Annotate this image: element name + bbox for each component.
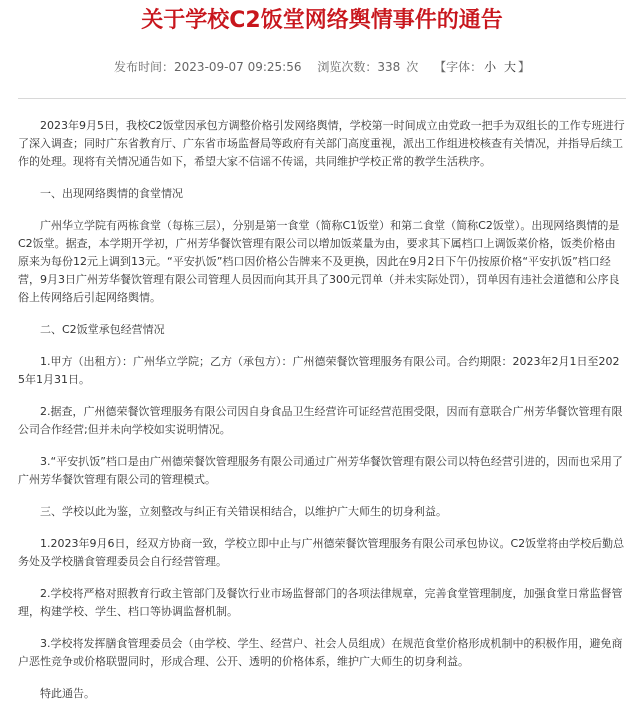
font-size-control (434, 60, 530, 74)
article-container (0, 4, 640, 703)
header-divider (18, 98, 626, 99)
article-meta (18, 58, 626, 76)
page-title: 关于学校C2饭堂网络舆情事件的通告 (141, 8, 503, 33)
views-label: 浏览次数： (317, 60, 378, 74)
section-heading-1: 一、出现网络舆情的食堂情况 (40, 187, 183, 200)
views-unit: 次 (406, 60, 419, 74)
paragraph-intro: 2023年9月5日，我校C2饭堂因承包方调整价格引发网络舆情，学校第一时间成立由党政一把手为双组长的工作专班进行了深入调查；同时广东省教育厅、广东省市场监督局等政府有关部门高度重视，派出工作组进校核查有关情况，并指导后续工作的处理。现将有关情况通告如下，希望大家不信谣不传谣，共同维护学校正常的教学生活秩序。 (18, 119, 625, 168)
views-info (317, 60, 418, 74)
font-small-button[interactable]: 小 (484, 60, 497, 74)
paragraph: 2.据查，广州德荣餐饮管理服务有限公司因自身食品卫生经营许可证经营范围受限，因而有意联合广州芳华餐饮管理有限公司合作经营;但并未向学校如实说明情况。 (18, 405, 623, 436)
font-bracket-close: 】 (517, 60, 530, 74)
section-heading-2: 二、C2饭堂承包经营情况 (40, 323, 165, 336)
paragraph: 2.学校将严格对照教育行政主管部门及餐饮行业市场监督部门的各项法律规章，完善食堂管理制度，加强食堂日常监督管理，构建学校、学生、档口等协调监督机制。 (18, 587, 623, 618)
views-count: 338 (377, 60, 401, 74)
paragraph: 广州华立学院有两栋食堂（每栋三层），分别是第一食堂（简称C1饭堂）和第二食堂（简称C2饭堂）。出现网络舆情的是C2饭堂。据查，本学期开学初，广州芳华餐饮管理有限公司以增加饭菜量为由，要求其下属档口上调饭菜价格，饭类价格由原来为每份12元上调到13元。“平安扒饭”档口因价格公告牌来不及更换，因此在9月2日下午仍按原价格“平安扒饭”档口经营，9月3日广州芳华餐饮管理有限公司管理人员因而向其开具了300元罚单（并未实际处罚），罚单因有违社会道德和公序良俗上传网络后引起网络舆情。 (18, 219, 620, 304)
closing-text: 特此通告。 (40, 687, 95, 700)
paragraph: 3.“平安扒饭”档口是由广州德荣餐饮管理服务有限公司通过广州芳华餐饮管理有限公司以特色经营引进的，因而也采用了广州芳华餐饮管理有限公司的管理模式。 (18, 455, 623, 486)
font-bracket-open: 【字体： (434, 60, 483, 74)
publish-time: 2023-09-07 09:25:56 (174, 60, 302, 74)
paragraph: 3.学校将发挥膳食管理委员会（由学校、学生、经营户、社会人员组成）在规范食堂价格形成机制中的积极作用，避免商户恶性竞争或价格联盟同时，形成合理、公开、透明的价格体系，维护广大师生的切身利益。 (18, 637, 623, 668)
paragraph: 1.2023年9月6日，经双方协商一致，学校立即中止与广州德荣餐饮管理服务有限公司承包协议。C2饭堂将由学校后勤总务处及学校膳食管理委员会自行经营管理。 (18, 537, 625, 568)
publish-label: 发布时间： (114, 60, 175, 74)
font-large-button[interactable]: 大 (503, 60, 516, 74)
article-body (18, 117, 626, 703)
paragraph: 1.甲方（出租方）：广州华立学院；乙方（承包方）：广州德荣餐饮管理服务有限公司。合约期限：2023年2月1日至2025年1月31日。 (18, 355, 620, 386)
publish-info (114, 60, 301, 74)
section-heading-3: 三、学校以此为鉴，立刻整改与纠正有关错误相结合，以维护广大师生的切身利益。 (40, 505, 447, 518)
